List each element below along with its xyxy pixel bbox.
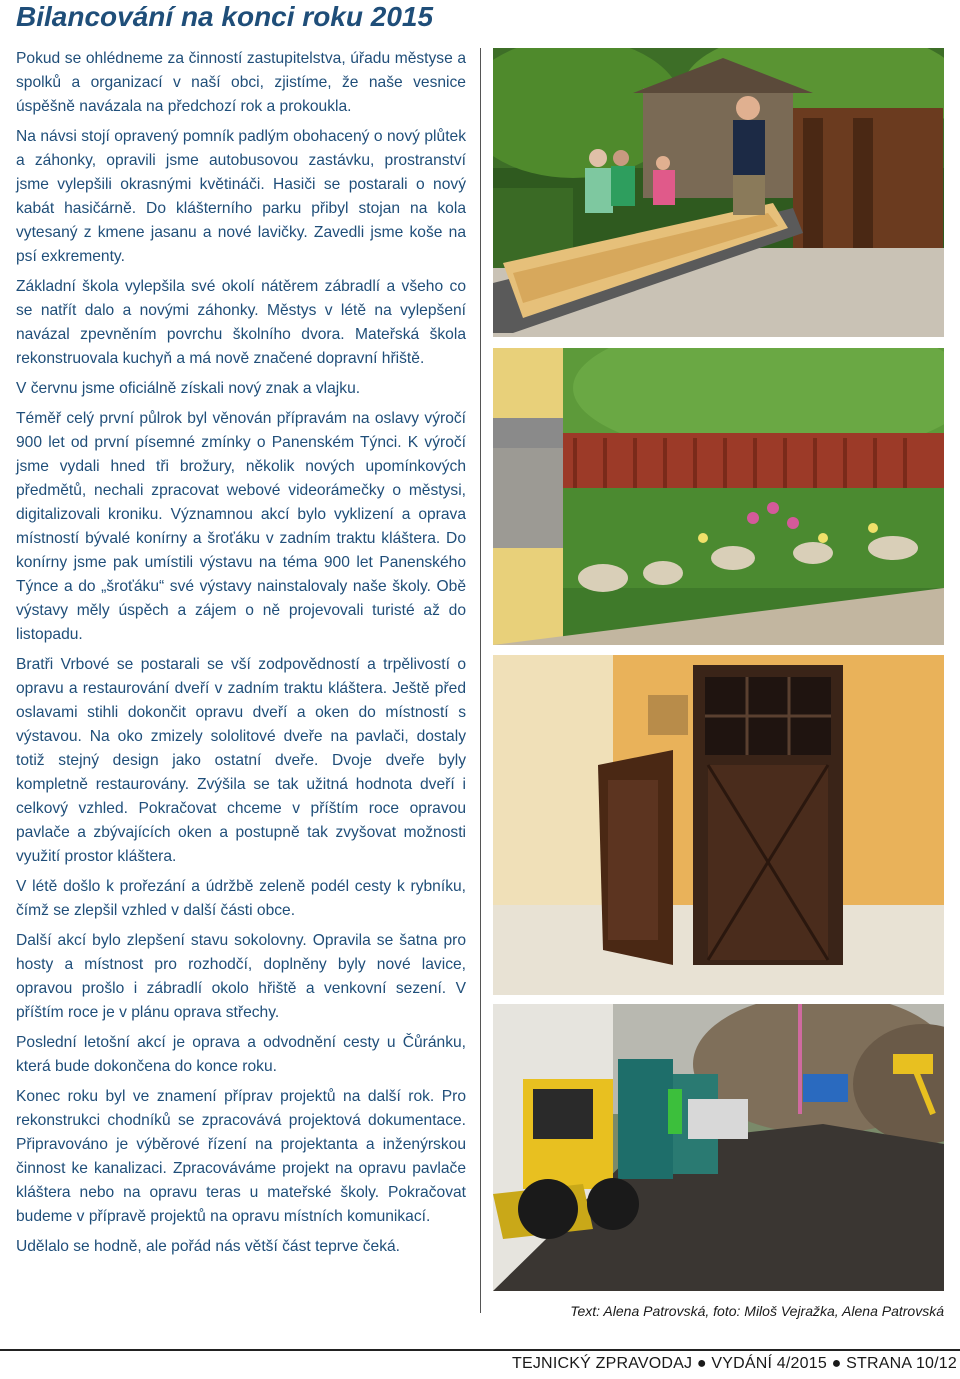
paragraph-anniversary: Téměř celý první půlrok byl věnován přípravám na oslavy výročí 900 let od první písemné zmínky o Panenském Týnci. K výročí jsme vydali hned tři brožury, několik nových upomínkových předmětů, nechali zpracovat webové videorámečky o městysi, digitalizovali kroniku. Významnou akcí bylo vyklizení a oprava místností bývalé konírny a šroťáku v zadním traktu kláštera. Do konírny jsme pak umístili výstavu na téma 900 let Panenského Týnce a do „šroťáku“ své výstavy nainstalovaly naše školy. Obě výstavy měly úspěch a zájem o ně projevovali turisté až do listopadu. [16,410,466,643]
photo-bike-stand-log [493,48,944,337]
page-footer: TEJNICKÝ ZPRAVODAJ ● VYDÁNÍ 4/2015 ● STRANA 10/12 [512,1355,957,1372]
photo-park-flowerbeds [493,348,944,645]
photo-credit: Text: Alena Patrovská, foto: Miloš Vejražka, Alena Patrovská [570,1303,944,1319]
paragraph-sokolovna: Další akcí bylo zlepšení stavu sokolovny. Opravila se šatna pro hosty a místnost pro rozhodčí, doplněny byly nové lavice, opravou prošlo i zábradlí okolo hřiště a venkovní sezení. V příštím roce je v plánu oprava střechy. [16,932,466,1021]
paragraph-village-square: Na návsi stojí opravený pomník padlým obohacený o nový plůtek a záhonky, opravili jsme autobusovou zastávku, prostranství jsme vylepšili okrasnými květináči. Hasiči se postarali o nový kabát hasičárně. Do klášterního parku přibyl stojan na kola vytesaný z kmene jasanu a nové lavičky. Zavedli jsme koše na psí exkrementy. [16,128,466,265]
paragraph-emblem: V červnu jsme oficiálně získali nový znak a vlajku. [16,380,361,397]
article-body [16,47,466,1265]
paragraph-doors: Bratři Vrbové se postarali se vší zodpovědností a trpělivostí o opravu a restaurování dveří v zadním traktu kláštera. Ještě před oslavami stihli dokončit opravu dveří a oken do místností s výstavou. Na oko zmizely sololitové dveře na pavlači, dostaly totiž stejný design jako ostatní dveře. Dvoje dveře byly kompletně restaurovány. Zvýšila se tak užitná hodnota dveří i celkový vzhled. Pokračovat chceme v příštím roce opravou pavlače a zbývajících oken a postupně tak zvyšovat možnosti využití prostor kláštera. [16,656,466,865]
paragraph-closing: Udělalo se hodně, ale pořád nás větší část teprve čeká. [16,1238,401,1255]
paragraph-greenery: V létě došlo k prořezání a údržbě zeleně podél cesty k rybníku, čímž se zlepšil vzhled v další části obce. [16,878,466,919]
footer-rule [0,1349,960,1351]
paragraph-intro: Pokud se ohlédneme za činností zastupitelstva, úřadu městyse a spolků a organizací v naší obci, zjistíme, že naše vesnice úspěšně navázala na předchozí rok a prokoukla. [16,50,466,115]
page-title: Bilancování na konci roku 2015 [16,1,434,32]
paragraph-road: Poslední letošní akcí je oprava a odvodnění cesty u Čůránku, která bude dokončena do konce roku. [16,1034,466,1075]
column-divider [480,48,481,1313]
photo-road-construction [493,1004,944,1291]
photo-restored-doors [493,655,944,995]
paragraph-schools: Základní škola vylepšila své okolí nátěrem zábradlí a všeho co se natřít dalo a novými záhonky. Městys v létě na vylepšení navázal zpevněním povrchu školního dvora. Mateřská škola rekonstruovala kuchyň a má nově značené dopravní hřiště. [16,278,466,367]
paragraph-projects: Konec roku byl ve znamení příprav projektů na další rok. Pro rekonstrukci chodníků se zpracovává projektová dokumentace. Připravováno je výběrové řízení na projektanta a inženýrskou činnost ke kanalizaci. Zpracováváme projekt na opravu pavlače kláštera nebo na opravu teras u mateřské školy. Pokračovat budeme v přípravě projektů na opravu místních komunikací. [16,1088,466,1225]
